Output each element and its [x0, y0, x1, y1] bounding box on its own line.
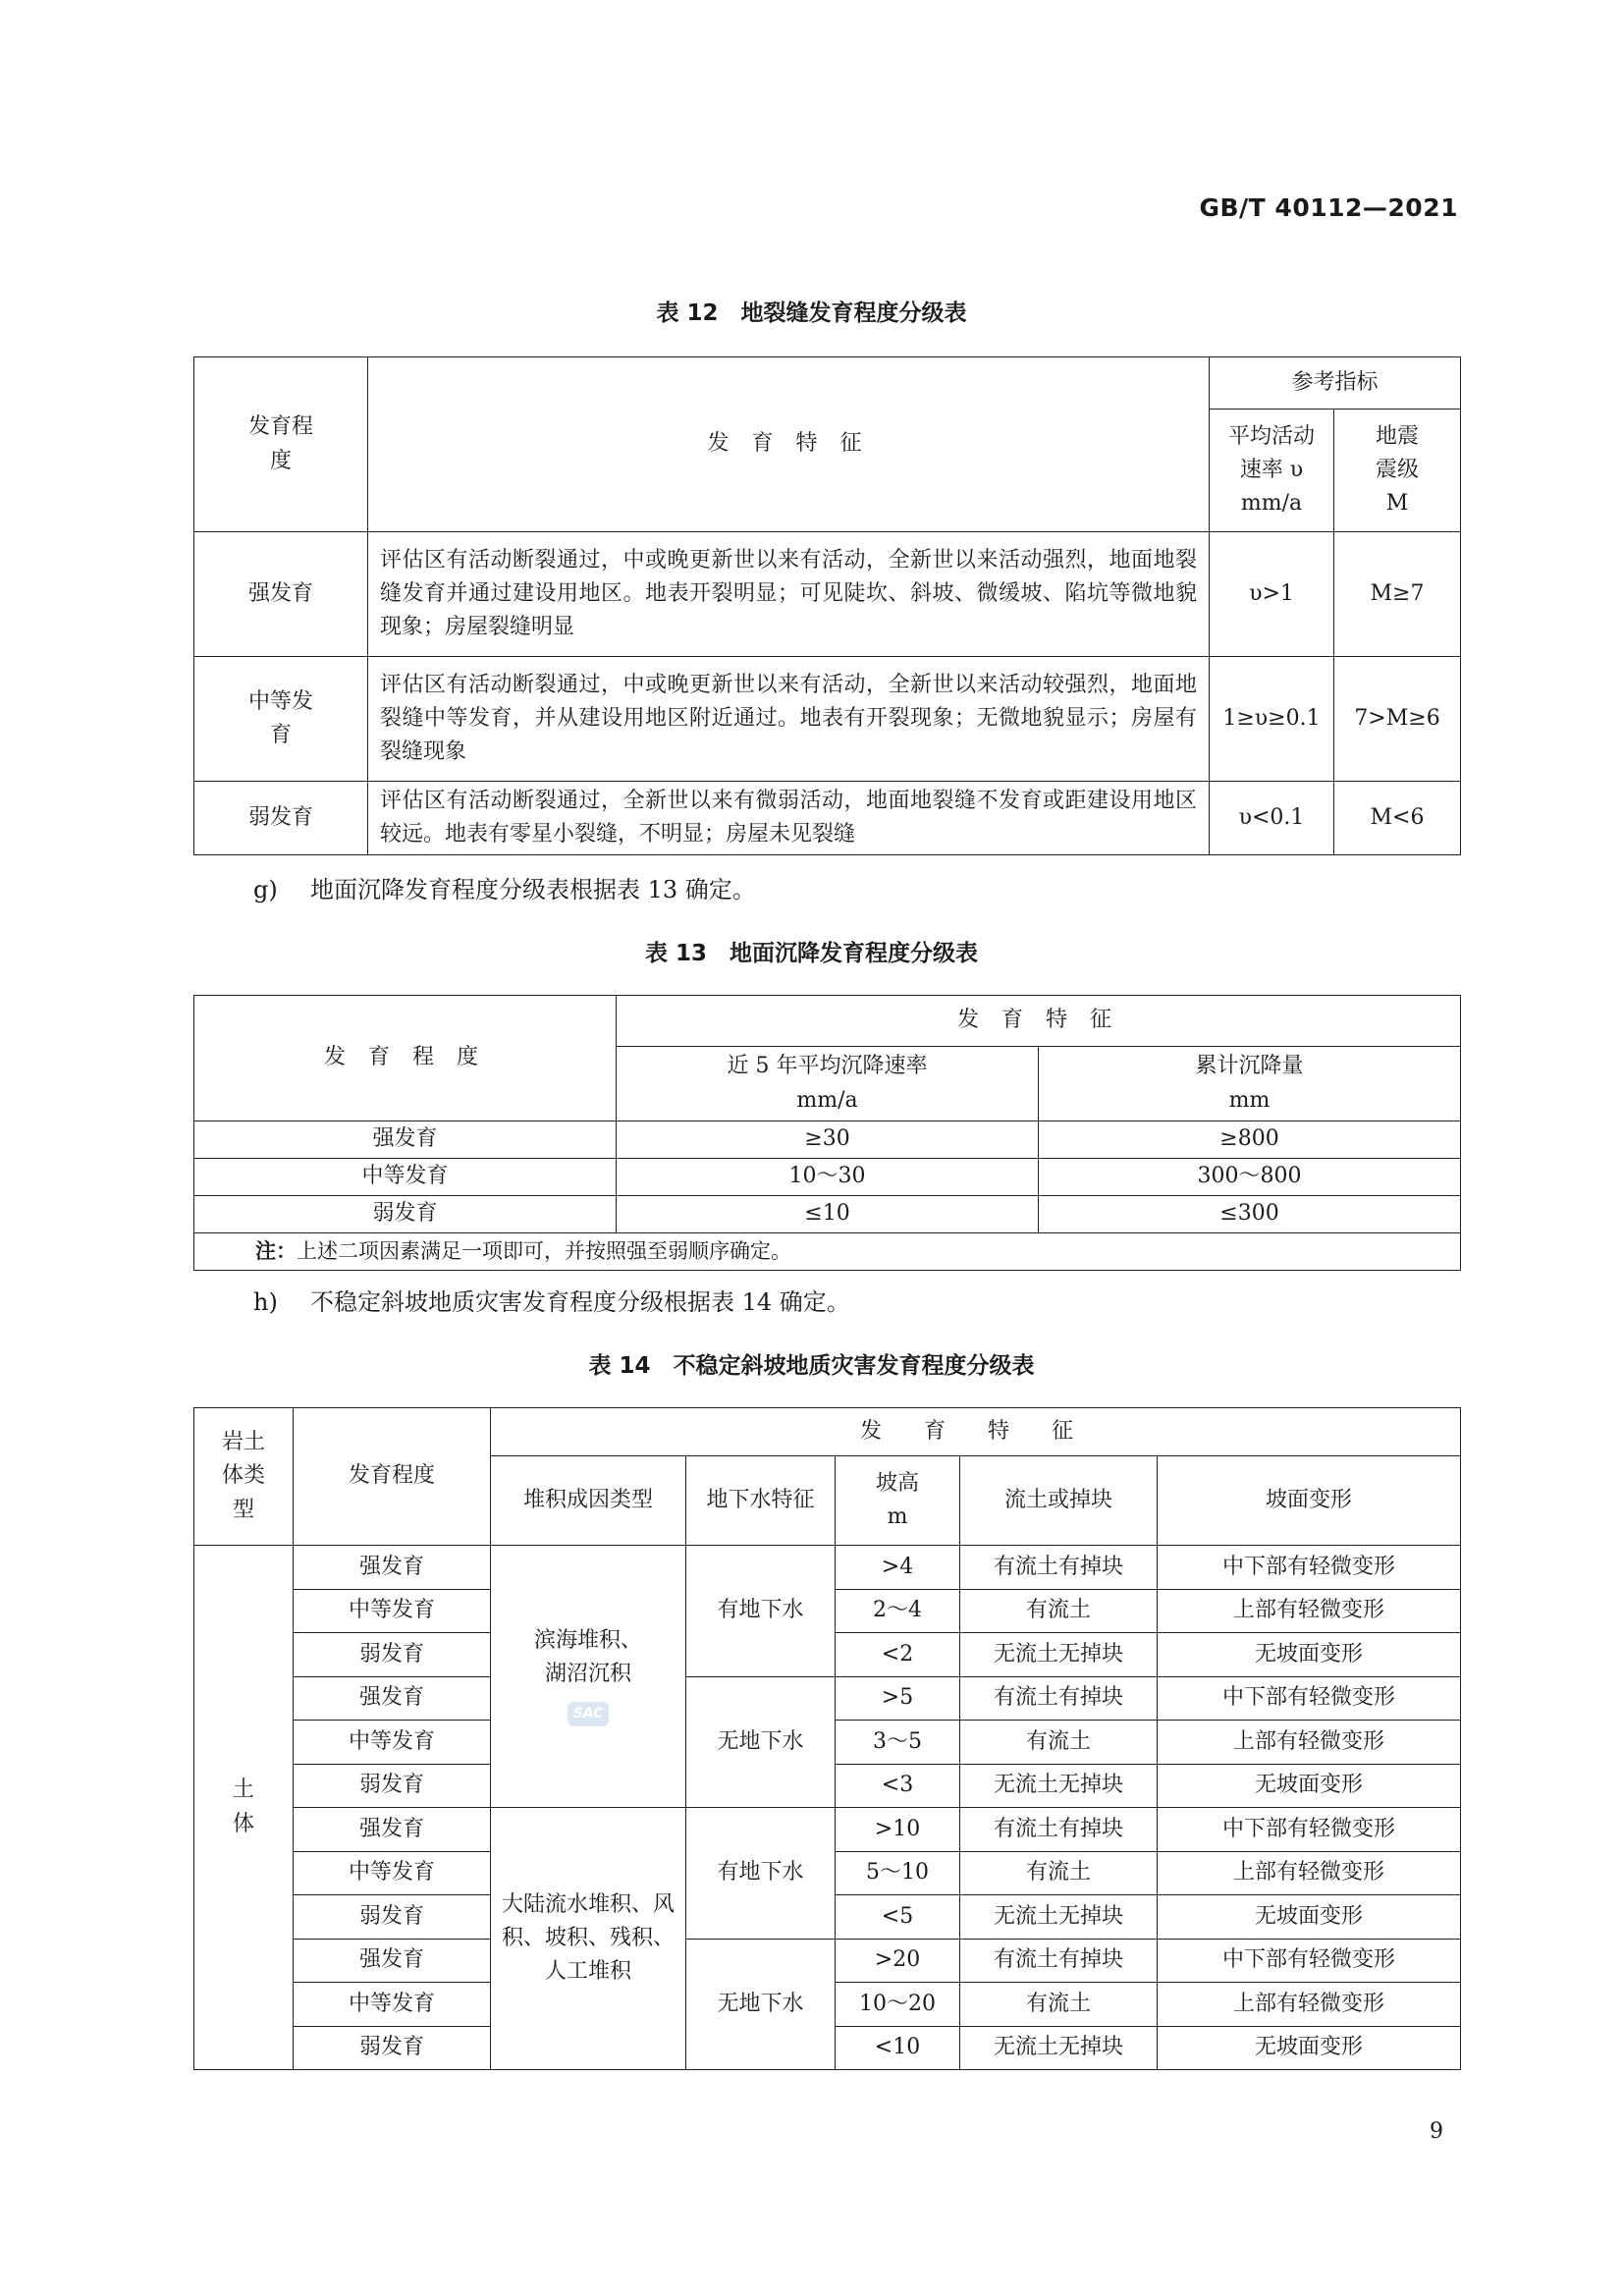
t14-deform: 中下部有轻微变形 — [1158, 1546, 1461, 1590]
paragraph-g-label: g) — [253, 876, 278, 903]
table12 — [193, 356, 1461, 855]
t14-header-genesis: 堆积成因类型 — [491, 1456, 686, 1546]
t13-header-total — [1039, 1047, 1461, 1121]
t14-genesis-1 — [491, 1546, 686, 1808]
t14-height: >10 — [836, 1808, 960, 1852]
t14-height: >5 — [836, 1676, 960, 1721]
t13-header-rate-label: 近 5 年平均沉降速率 — [727, 1054, 928, 1079]
table-row — [194, 1159, 1461, 1196]
t14-height: <2 — [836, 1633, 960, 1677]
t14-header-degree: 发育程度 — [294, 1408, 491, 1546]
table-row — [194, 532, 1461, 657]
t13-header-rate — [617, 1047, 1039, 1121]
t14-deform: 上部有轻微变形 — [1158, 1983, 1461, 2027]
t14-header-flow: 流土或掉块 — [960, 1456, 1158, 1546]
t13-note-text: 上述二项因素满足一项即可，并按照强至弱顺序确定。 — [297, 1239, 791, 1264]
t13-degree: 强发育 — [194, 1121, 617, 1159]
t14-height: <5 — [836, 1895, 960, 1940]
t13-rate: ≤10 — [617, 1196, 1039, 1233]
t14-flow: 无流土无掉块 — [960, 1633, 1158, 1677]
t14-deform: 中下部有轻微变形 — [1158, 1939, 1461, 1983]
t12-magnitude: M≥7 — [1334, 532, 1461, 657]
t14-header-height-label: 坡高 — [875, 1470, 919, 1496]
t14-genesis-2: 大陆流水堆积、风积、坡积、残积、人工堆积 — [491, 1808, 686, 2070]
t14-header-feature: 发 育 特 征 — [491, 1408, 1461, 1456]
table-row — [194, 1939, 1461, 1983]
t14-header-height-unit: m — [887, 1504, 908, 1529]
t14-flow: 有流土有掉块 — [960, 1808, 1158, 1852]
t14-flow: 无流土无掉块 — [960, 2026, 1158, 2070]
t14-flow: 无流土无掉块 — [960, 1764, 1158, 1808]
paragraph-g — [253, 870, 756, 904]
t12-header-feature: 发 育 特 征 — [368, 357, 1210, 532]
t14-flow: 有流土有掉块 — [960, 1939, 1158, 1983]
t12-degree: 强发育 — [194, 532, 368, 657]
t14-soil-body: 土体 — [194, 1546, 294, 2070]
t14-height: 3～5 — [836, 1721, 960, 1765]
table14-caption: 表 14 不稳定斜坡地质灾害发育程度分级表 — [588, 1353, 1035, 1379]
t12-degree: 中等发育 — [194, 657, 368, 782]
paragraph-h — [253, 1283, 850, 1317]
t14-degree: 弱发育 — [294, 2026, 491, 2070]
t14-flow: 有流土 — [960, 1983, 1158, 2027]
t14-height: >4 — [836, 1546, 960, 1590]
paragraph-g-text: 地面沉降发育程度分级表根据表 13 确定。 — [310, 876, 756, 903]
t13-header-feature: 发 育 特 征 — [617, 996, 1461, 1047]
table-row — [194, 1546, 1461, 1590]
t14-height: 2～4 — [836, 1589, 960, 1633]
t13-header-rate-unit: mm/a — [796, 1087, 858, 1113]
table-row — [194, 1121, 1461, 1159]
paragraph-h-label: h) — [253, 1288, 278, 1316]
t14-deform: 上部有轻微变形 — [1158, 1589, 1461, 1633]
t13-note-label: 注： — [255, 1239, 297, 1264]
t12-header-rate: 平均活动速率 υ mm/a — [1210, 410, 1334, 532]
table-row — [194, 657, 1461, 782]
t13-degree: 弱发育 — [194, 1196, 617, 1233]
table14 — [193, 1407, 1461, 2070]
t14-genesis-1-text: 滨海堆积、湖沼沉积 — [533, 1628, 642, 1687]
t13-rate: ≥30 — [617, 1121, 1039, 1159]
t14-degree: 强发育 — [294, 1676, 491, 1721]
t12-feature: 评估区有活动断裂通过，全新世以来有微弱活动，地面地裂缝不发育或距建设用地区较远。地表有零星小裂缝，不明显；房屋未见裂缝 — [368, 782, 1210, 855]
table-row — [194, 782, 1461, 855]
t14-flow: 有流土 — [960, 1589, 1158, 1633]
paragraph-h-text: 不稳定斜坡地质灾害发育程度分级根据表 14 确定。 — [310, 1288, 850, 1316]
t14-degree: 强发育 — [294, 1939, 491, 1983]
table13-caption: 表 13 地面沉降发育程度分级表 — [644, 941, 978, 966]
t13-header-total-unit: mm — [1228, 1087, 1271, 1113]
t12-rate: 1≥υ≥0.1 — [1210, 657, 1334, 782]
t14-header-soil-type: 岩土体类型 — [194, 1408, 294, 1546]
t14-deform: 无坡面变形 — [1158, 1633, 1461, 1677]
t12-header-ref: 参考指标 — [1210, 357, 1461, 410]
t14-groundwater: 无地下水 — [686, 1676, 836, 1808]
t14-header-height — [836, 1456, 960, 1546]
t12-feature: 评估区有活动断裂通过，中或晚更新世以来有活动，全新世以来活动较强烈，地面地裂缝中等发育，并从建设用地区附近通过。地表有开裂现象；无微地貌显示；房屋有裂缝现象 — [368, 657, 1210, 782]
t14-degree: 中等发育 — [294, 1983, 491, 2027]
t14-height: 5～10 — [836, 1851, 960, 1895]
t14-deform: 无坡面变形 — [1158, 2026, 1461, 2070]
t14-flow: 有流土 — [960, 1851, 1158, 1895]
t14-flow: 有流土有掉块 — [960, 1546, 1158, 1590]
t14-height: <10 — [836, 2026, 960, 2070]
page-number: 9 — [1430, 2119, 1443, 2144]
t14-flow: 有流土 — [960, 1721, 1158, 1765]
t14-groundwater: 有地下水 — [686, 1546, 836, 1677]
t14-height: >20 — [836, 1939, 960, 1983]
t14-deform: 中下部有轻微变形 — [1158, 1676, 1461, 1721]
t14-degree: 弱发育 — [294, 1764, 491, 1808]
t12-header-degree: 发育程度 — [194, 357, 368, 532]
t14-flow: 有流土有掉块 — [960, 1676, 1158, 1721]
t12-rate: υ>1 — [1210, 532, 1334, 657]
standard-code: GB/T 40112—2021 — [1199, 193, 1458, 222]
t13-header-total-label: 累计沉降量 — [1195, 1054, 1304, 1079]
table12-caption: 表 12 地裂缝发育程度分级表 — [656, 301, 967, 326]
t12-magnitude: 7>M≥6 — [1334, 657, 1461, 782]
t12-header-magnitude: 地震震级 M — [1334, 410, 1461, 532]
table13 — [193, 995, 1461, 1271]
t14-header-groundwater: 地下水特征 — [686, 1456, 836, 1546]
t14-deform: 上部有轻微变形 — [1158, 1721, 1461, 1765]
t14-degree: 中等发育 — [294, 1721, 491, 1765]
table-row — [194, 1676, 1461, 1721]
t14-degree: 强发育 — [294, 1808, 491, 1852]
t14-groundwater: 有地下水 — [686, 1808, 836, 1940]
t14-deform: 无坡面变形 — [1158, 1895, 1461, 1940]
table-row — [194, 1808, 1461, 1852]
t14-deform: 中下部有轻微变形 — [1158, 1808, 1461, 1852]
t13-total: 300～800 — [1039, 1159, 1461, 1196]
t13-total: ≤300 — [1039, 1196, 1461, 1233]
t12-rate: υ<0.1 — [1210, 782, 1334, 855]
t14-header-deform: 坡面变形 — [1158, 1456, 1461, 1546]
t12-feature: 评估区有活动断裂通过，中或晚更新世以来有活动，全新世以来活动强烈，地面地裂缝发育并通过建设用地区。地表开裂明显；可见陡坎、斜坡、微缓坡、陷坑等微地貌现象；房屋裂缝明显 — [368, 532, 1210, 657]
t14-degree: 弱发育 — [294, 1895, 491, 1940]
t12-magnitude: M<6 — [1334, 782, 1461, 855]
t13-header-degree: 发 育 程 度 — [194, 996, 617, 1121]
t14-degree: 中等发育 — [294, 1589, 491, 1633]
sac-watermark: SAC — [568, 1702, 610, 1727]
t13-note — [194, 1233, 1461, 1271]
t14-degree: 强发育 — [294, 1546, 491, 1590]
t14-degree: 中等发育 — [294, 1851, 491, 1895]
table-row — [194, 1196, 1461, 1233]
t14-groundwater: 无地下水 — [686, 1939, 836, 2070]
t14-degree: 弱发育 — [294, 1633, 491, 1677]
t14-deform: 上部有轻微变形 — [1158, 1851, 1461, 1895]
t14-height: <3 — [836, 1764, 960, 1808]
t14-height: 10～20 — [836, 1983, 960, 2027]
t12-degree: 弱发育 — [194, 782, 368, 855]
t13-total: ≥800 — [1039, 1121, 1461, 1159]
t14-flow: 无流土无掉块 — [960, 1895, 1158, 1940]
t13-degree: 中等发育 — [194, 1159, 617, 1196]
t13-rate: 10～30 — [617, 1159, 1039, 1196]
t14-deform: 无坡面变形 — [1158, 1764, 1461, 1808]
